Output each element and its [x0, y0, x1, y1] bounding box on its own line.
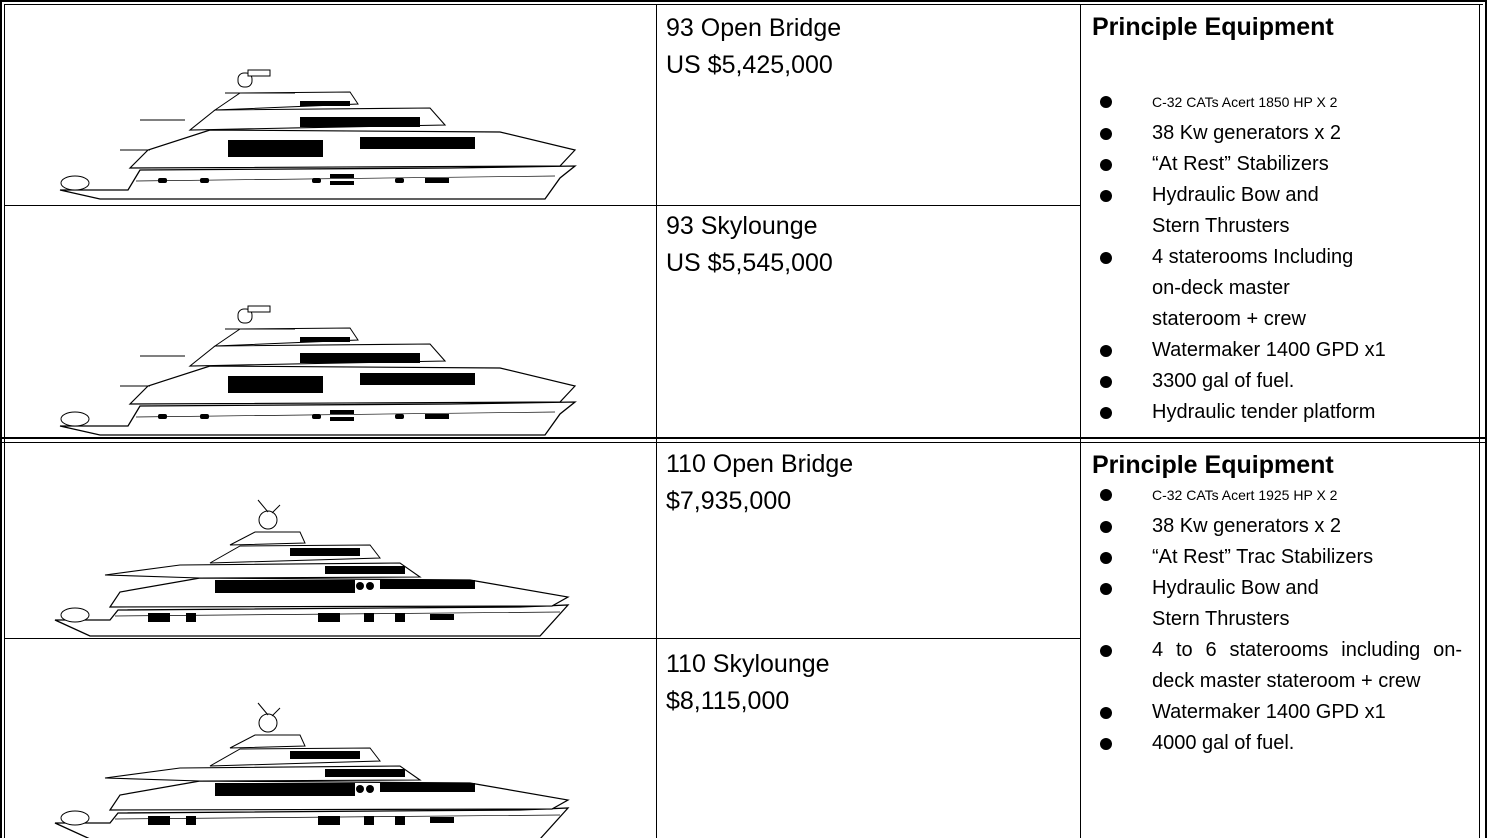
- bullet-icon: [1100, 252, 1112, 264]
- list-item: Hydraulic Bow and Stern Thrusters: [1092, 573, 1367, 635]
- bullet-icon: [1100, 190, 1112, 202]
- list-item: C-32 CATs Acert 1850 HP X 2: [1092, 87, 1452, 118]
- model-price: $8,115,000: [666, 687, 790, 715]
- equipment-title: Principle Equipment: [1092, 13, 1334, 41]
- list-item: 38 Kw generators x 2: [1092, 511, 1472, 542]
- list-item: Hydraulic Bow and Stern Thrusters: [1092, 180, 1367, 242]
- bullet-icon: [1100, 159, 1112, 171]
- model-name: 93 Open Bridge: [666, 14, 842, 42]
- equipment-title: Principle Equipment: [1092, 451, 1334, 479]
- equipment-list: [1092, 87, 1452, 428]
- list-item: 3300 gal of fuel.: [1092, 366, 1452, 397]
- model-price: $7,935,000: [666, 487, 792, 515]
- equipment-cell-110: [1092, 450, 1472, 759]
- list-item: Watermaker 1400 GPD x1: [1092, 697, 1472, 728]
- list-item: C-32 CATs Acert 1925 HP X 2: [1092, 480, 1472, 511]
- bullet-icon: [1100, 645, 1112, 657]
- bullet-icon: [1100, 96, 1112, 108]
- bullet-icon: [1100, 489, 1112, 501]
- list-item: Watermaker 1400 GPD x1: [1092, 335, 1452, 366]
- list-item: 4 staterooms Including on-deck master stateroom + crew: [1092, 242, 1367, 335]
- equipment-cell-93: [1092, 12, 1452, 428]
- yacht-93-skylounge-drawing: [60, 306, 575, 435]
- model-name: 93 Skylounge: [666, 212, 818, 240]
- equipment-list: [1092, 480, 1472, 759]
- bullet-icon: [1100, 128, 1112, 140]
- model-price: US $5,425,000: [666, 51, 833, 79]
- list-item: 4 to 6 staterooms including on-deck master stateroom + crew: [1092, 635, 1462, 697]
- model-name: 110 Skylounge: [666, 650, 830, 678]
- bullet-icon: [1100, 345, 1112, 357]
- yacht-110-open-bridge-drawing: [55, 500, 568, 636]
- list-item: Hydraulic tender platform: [1092, 397, 1452, 428]
- model-cell-110-open-bridge: [666, 446, 1066, 520]
- list-item: “At Rest” Trac Stabilizers: [1092, 542, 1472, 573]
- bullet-icon: [1100, 707, 1112, 719]
- list-item: 38 Kw generators x 2: [1092, 118, 1452, 149]
- model-cell-93-open-bridge: [666, 10, 1066, 84]
- model-price: US $5,545,000: [666, 249, 833, 277]
- bullet-icon: [1100, 552, 1112, 564]
- model-cell-93-skylounge: [666, 208, 1066, 282]
- model-name: 110 Open Bridge: [666, 450, 854, 478]
- yacht-110-skylounge-drawing: [55, 703, 568, 838]
- list-item: 4000 gal of fuel.: [1092, 728, 1472, 759]
- yacht-93-open-bridge-drawing: [60, 70, 575, 199]
- bullet-icon: [1100, 376, 1112, 388]
- bullet-icon: [1100, 521, 1112, 533]
- bullet-icon: [1100, 738, 1112, 750]
- model-cell-110-skylounge: [666, 646, 1066, 720]
- bullet-icon: [1100, 583, 1112, 595]
- list-item: “At Rest” Stabilizers: [1092, 149, 1452, 180]
- bullet-icon: [1100, 407, 1112, 419]
